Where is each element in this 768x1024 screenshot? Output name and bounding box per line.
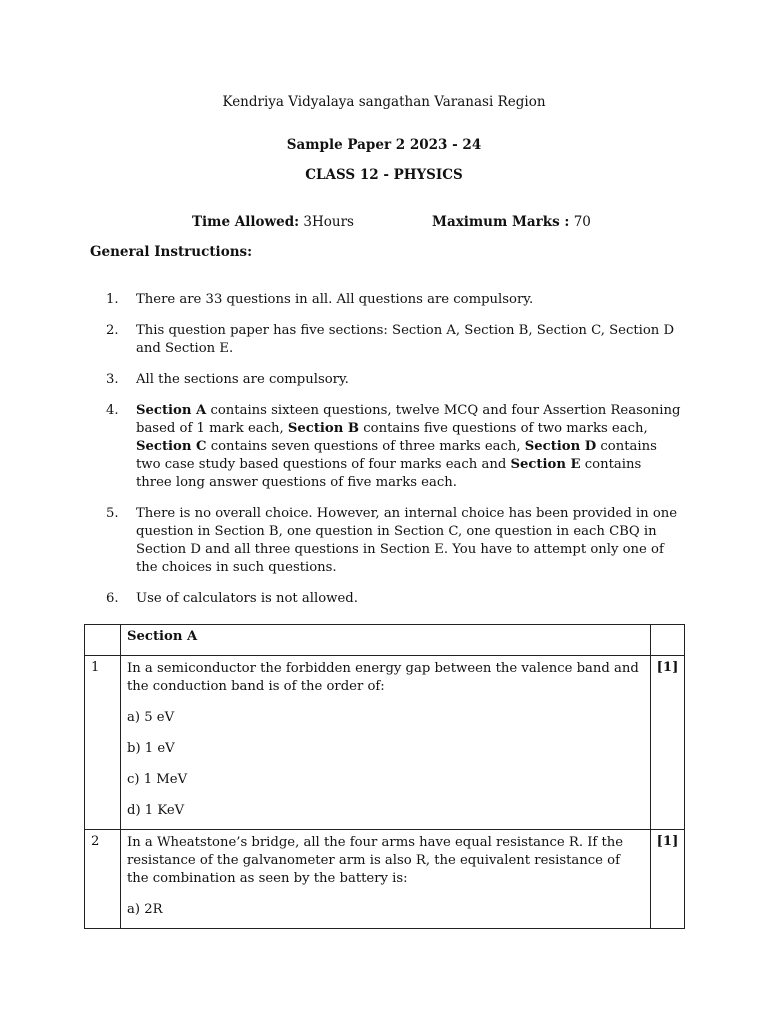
organization-title: Kendriya Vidyalaya sangathan Varanasi Region: [222, 94, 546, 110]
question-number: 2: [85, 830, 121, 929]
answer-option: a) 2R: [127, 902, 163, 917]
instruction-number: 5.: [106, 506, 119, 521]
plain-text: contains three long answer questions of five marks each.: [136, 457, 642, 490]
table-cell: [651, 625, 685, 656]
question-body: [121, 656, 651, 830]
instructions-list: [0, 291, 768, 621]
answer-option: a) 5 eV: [127, 710, 175, 725]
time-allowed-label: Time Allowed:: [192, 214, 300, 230]
maximum-marks: [432, 214, 591, 230]
paper-title: Sample Paper 2 2023 - 24: [286, 137, 482, 153]
question-body: [121, 830, 651, 929]
question-number: 1: [85, 656, 121, 830]
instruction-item: [0, 505, 768, 577]
class-subject-title: CLASS 12 - PHYSICS: [305, 167, 463, 183]
instruction-text: Use of calculators is not allowed.: [136, 591, 358, 606]
instruction-item: [0, 322, 768, 358]
question-text: In a Wheatstone’s bridge, all the four arms have equal resistance R. If the resistance of the galvanometer arm is also R, the equivalent resistance of the combination as seen by the battery is:: [127, 835, 624, 886]
answer-option: d) 1 KeV: [127, 803, 185, 818]
instruction-item: [0, 590, 768, 608]
section-heading: Section A: [127, 629, 198, 644]
instruction-item: [0, 291, 768, 309]
instruction-number: 4.: [106, 403, 119, 418]
plain-text: contains sixteen questions, twelve MCQ and four Assertion Reasoning based of 1 mark each,: [136, 403, 681, 436]
bold-text: Section D: [524, 439, 597, 454]
time-allowed-value: 3Hours: [299, 214, 354, 230]
maximum-marks-label: Maximum Marks :: [432, 214, 570, 230]
plain-text: contains seven questions of three marks each,: [206, 439, 525, 454]
question-row: [85, 830, 685, 929]
instruction-text: There are 33 questions in all. All questions are compulsory.: [136, 292, 534, 307]
table-cell: [85, 625, 121, 656]
plain-text: contains two case study based questions of four marks each and: [136, 439, 657, 472]
instruction-text: This question paper has five sections: Section A, Section B, Section C, Section D and Section E.: [136, 323, 675, 356]
maximum-marks-value: 70: [569, 214, 591, 230]
instruction-item: [0, 402, 768, 492]
plain-text: contains five questions of two marks each,: [359, 421, 648, 436]
instruction-number: 6.: [106, 591, 119, 606]
question-text: In a semiconductor the forbidden energy gap between the valence band and the conduction band is of the order of:: [127, 661, 639, 694]
instruction-text: All the sections are compulsory.: [136, 372, 349, 387]
general-instructions-heading: General Instructions:: [90, 244, 253, 260]
instruction-item: [0, 371, 768, 389]
time-allowed: [192, 214, 354, 230]
instruction-text: [136, 402, 681, 492]
question-row: [85, 656, 685, 830]
bold-text: Section B: [287, 421, 360, 436]
question-marks: [1]: [651, 830, 685, 929]
answer-option: b) 1 eV: [127, 741, 175, 756]
table-cell: [121, 625, 651, 656]
bold-text: Section C: [136, 439, 207, 454]
instruction-number: 1.: [106, 292, 119, 307]
bold-text: Section E: [510, 457, 581, 472]
instruction-number: 3.: [106, 372, 119, 387]
instruction-number: 2.: [106, 323, 119, 338]
question-marks: [1]: [651, 656, 685, 830]
section-header-row: [85, 625, 685, 656]
answer-option: c) 1 MeV: [127, 772, 188, 787]
bold-text: Section A: [136, 403, 207, 418]
instruction-text: There is no overall choice. However, an internal choice has been provided in one question in Section B, one question in Section C, one question in each CBQ in Section D and all three questions in Section E. You have to attempt only one of the choices in such questions.: [136, 506, 678, 575]
questions-table: [84, 624, 685, 929]
